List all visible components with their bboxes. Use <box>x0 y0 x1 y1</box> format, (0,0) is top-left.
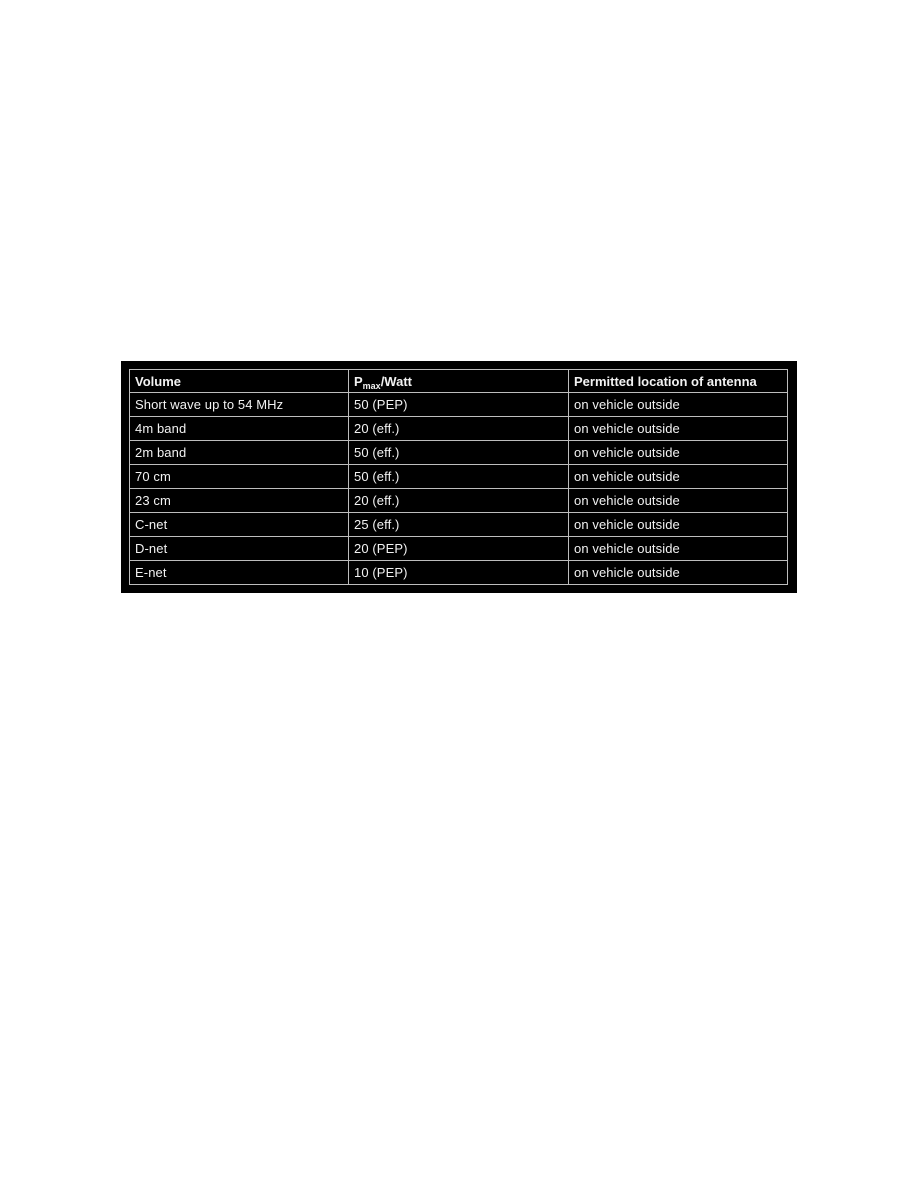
table-row <box>130 561 788 585</box>
cell-volume: 23 cm <box>130 489 349 513</box>
cell-pmax: 50 (PEP) <box>349 393 569 417</box>
cell-pmax: 20 (eff.) <box>349 489 569 513</box>
cell-volume: 70 cm <box>130 465 349 489</box>
table-row <box>130 417 788 441</box>
cell-volume: E-net <box>130 561 349 585</box>
table-row <box>130 441 788 465</box>
cell-volume: 4m band <box>130 417 349 441</box>
cell-pmax: 50 (eff.) <box>349 441 569 465</box>
antenna-power-table-image <box>121 361 797 593</box>
cell-location: on vehicle outside <box>569 393 788 417</box>
header-volume: Volume <box>130 370 349 393</box>
cell-location: on vehicle outside <box>569 561 788 585</box>
cell-location: on vehicle outside <box>569 513 788 537</box>
cell-location: on vehicle outside <box>569 441 788 465</box>
cell-pmax: 50 (eff.) <box>349 465 569 489</box>
cell-pmax: 20 (PEP) <box>349 537 569 561</box>
header-pmax-symbol: P <box>354 373 363 389</box>
cell-location: on vehicle outside <box>569 417 788 441</box>
cell-pmax: 25 (eff.) <box>349 513 569 537</box>
cell-volume: Short wave up to 54 MHz <box>130 393 349 417</box>
table-row <box>130 465 788 489</box>
antenna-power-table <box>129 369 788 585</box>
table-row <box>130 489 788 513</box>
table-header-row <box>130 370 788 393</box>
header-antenna-location: Permitted location of antenna <box>569 370 788 393</box>
table-row <box>130 537 788 561</box>
table-row <box>130 393 788 417</box>
header-pmax-unit: /Watt <box>380 373 412 389</box>
cell-location: on vehicle outside <box>569 537 788 561</box>
cell-volume: C-net <box>130 513 349 537</box>
header-pmax-subscript: max <box>362 380 381 391</box>
cell-volume: D-net <box>130 537 349 561</box>
cell-volume: 2m band <box>130 441 349 465</box>
cell-pmax: 10 (PEP) <box>349 561 569 585</box>
header-pmax-watt <box>349 370 569 393</box>
table-row <box>130 513 788 537</box>
cell-location: on vehicle outside <box>569 465 788 489</box>
cell-location: on vehicle outside <box>569 489 788 513</box>
cell-pmax: 20 (eff.) <box>349 417 569 441</box>
